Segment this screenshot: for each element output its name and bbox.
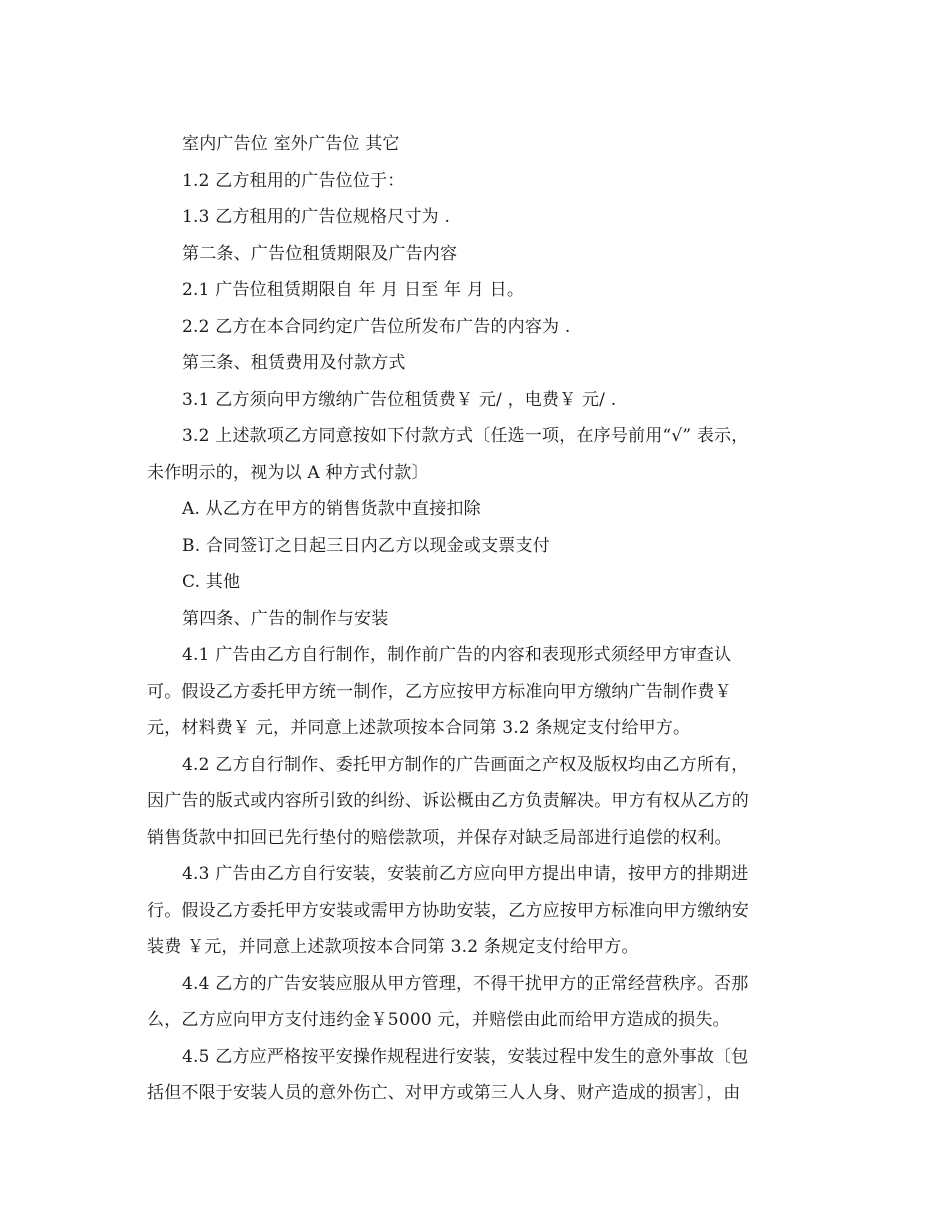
text-line: 4.3 广告由乙方自行安装，安装前乙方应向甲方提出申请，按甲方的排期进 — [182, 864, 749, 884]
text-line: 么，乙方应向甲方支付违约金￥5000 元，并赔偿由此而给甲方造成的损失。 — [147, 1010, 730, 1030]
text-line: 第二条、广告位租赁期限及广告内容 — [182, 243, 458, 264]
text-line: 2.2 乙方在本合同约定广告位所发布广告的内容为 . — [182, 316, 571, 337]
document-body — [147, 126, 807, 1112]
text-line: 室内广告位 室外广告位 其它 — [182, 134, 400, 154]
text-line: 4.5 乙方应严格按平安操作规程进行安装，安装过程中发生的意外事故〔包 — [182, 1046, 749, 1067]
text-line: 1.3 乙方租用的广告位规格尺寸为 . — [182, 207, 451, 227]
text-line: 2.1 广告位租赁期限自 年 月 日至 年 月 日。 — [182, 280, 525, 300]
text-line: 行。假设乙方委托甲方安装或需甲方协助安装，乙方应按甲方标准向甲方缴纳安 — [147, 900, 749, 921]
text-line: 销售货款中扣回已先行垫付的赔偿款项，并保存对缺乏局部进行追偿的权利。 — [147, 827, 732, 848]
text-line: 3.2 上述款项乙方同意按如下付款方式〔任选一项，在序号前用“√” 表示， — [182, 426, 749, 446]
text-line: 第三条、租赁费用及付款方式 — [182, 353, 406, 373]
text-line: 元，材料费￥ 元，并同意上述款项按本合同第 3.2 条规定支付给甲方。 — [147, 718, 691, 738]
text-line: 4.1 广告由乙方自行制作，制作前广告的内容和表现形式须经甲方审查认 — [182, 645, 732, 665]
text-line: B. 合同签订之日起三日内乙方以现金或支票支付 — [182, 535, 550, 556]
text-line: C. 其他 — [182, 572, 241, 592]
text-line: 1.2 乙方租用的广告位位于： — [182, 170, 405, 191]
text-line: 因广告的版式或内容所引致的纠纷、诉讼概由乙方负责解决。甲方有权从乙方的 — [147, 791, 749, 811]
text-line: 括但不限于安装人员的意外伤亡、对甲方或第三人人身、财产造成的损害〕，由 — [147, 1083, 741, 1103]
text-line: 装费 ￥元，并同意上述款项按本合同第 3.2 条规定支付给甲方。 — [147, 937, 639, 957]
text-line: 可。假设乙方委托甲方统一制作，乙方应按甲方标准向甲方缴纳广告制作费￥ — [147, 681, 732, 702]
text-line: 未作明示的，视为以 A 种方式付款〕 — [147, 462, 429, 483]
text-line: 3.1 乙方须向甲方缴纳广告位租赁费￥ 元/ ，电费￥ 元/ . — [182, 389, 617, 410]
text-line: A. 从乙方在甲方的销售货款中直接扣除 — [182, 499, 481, 519]
text-line: 4.2 乙方自行制作、委托甲方制作的广告画面之产权及版权均由乙方所有， — [182, 754, 749, 775]
text-line: 4.4 乙方的广告安装应服从甲方管理，不得干扰甲方的正常经营秩序。否那 — [182, 973, 749, 994]
text-line: 第四条、广告的制作与安装 — [182, 608, 389, 629]
